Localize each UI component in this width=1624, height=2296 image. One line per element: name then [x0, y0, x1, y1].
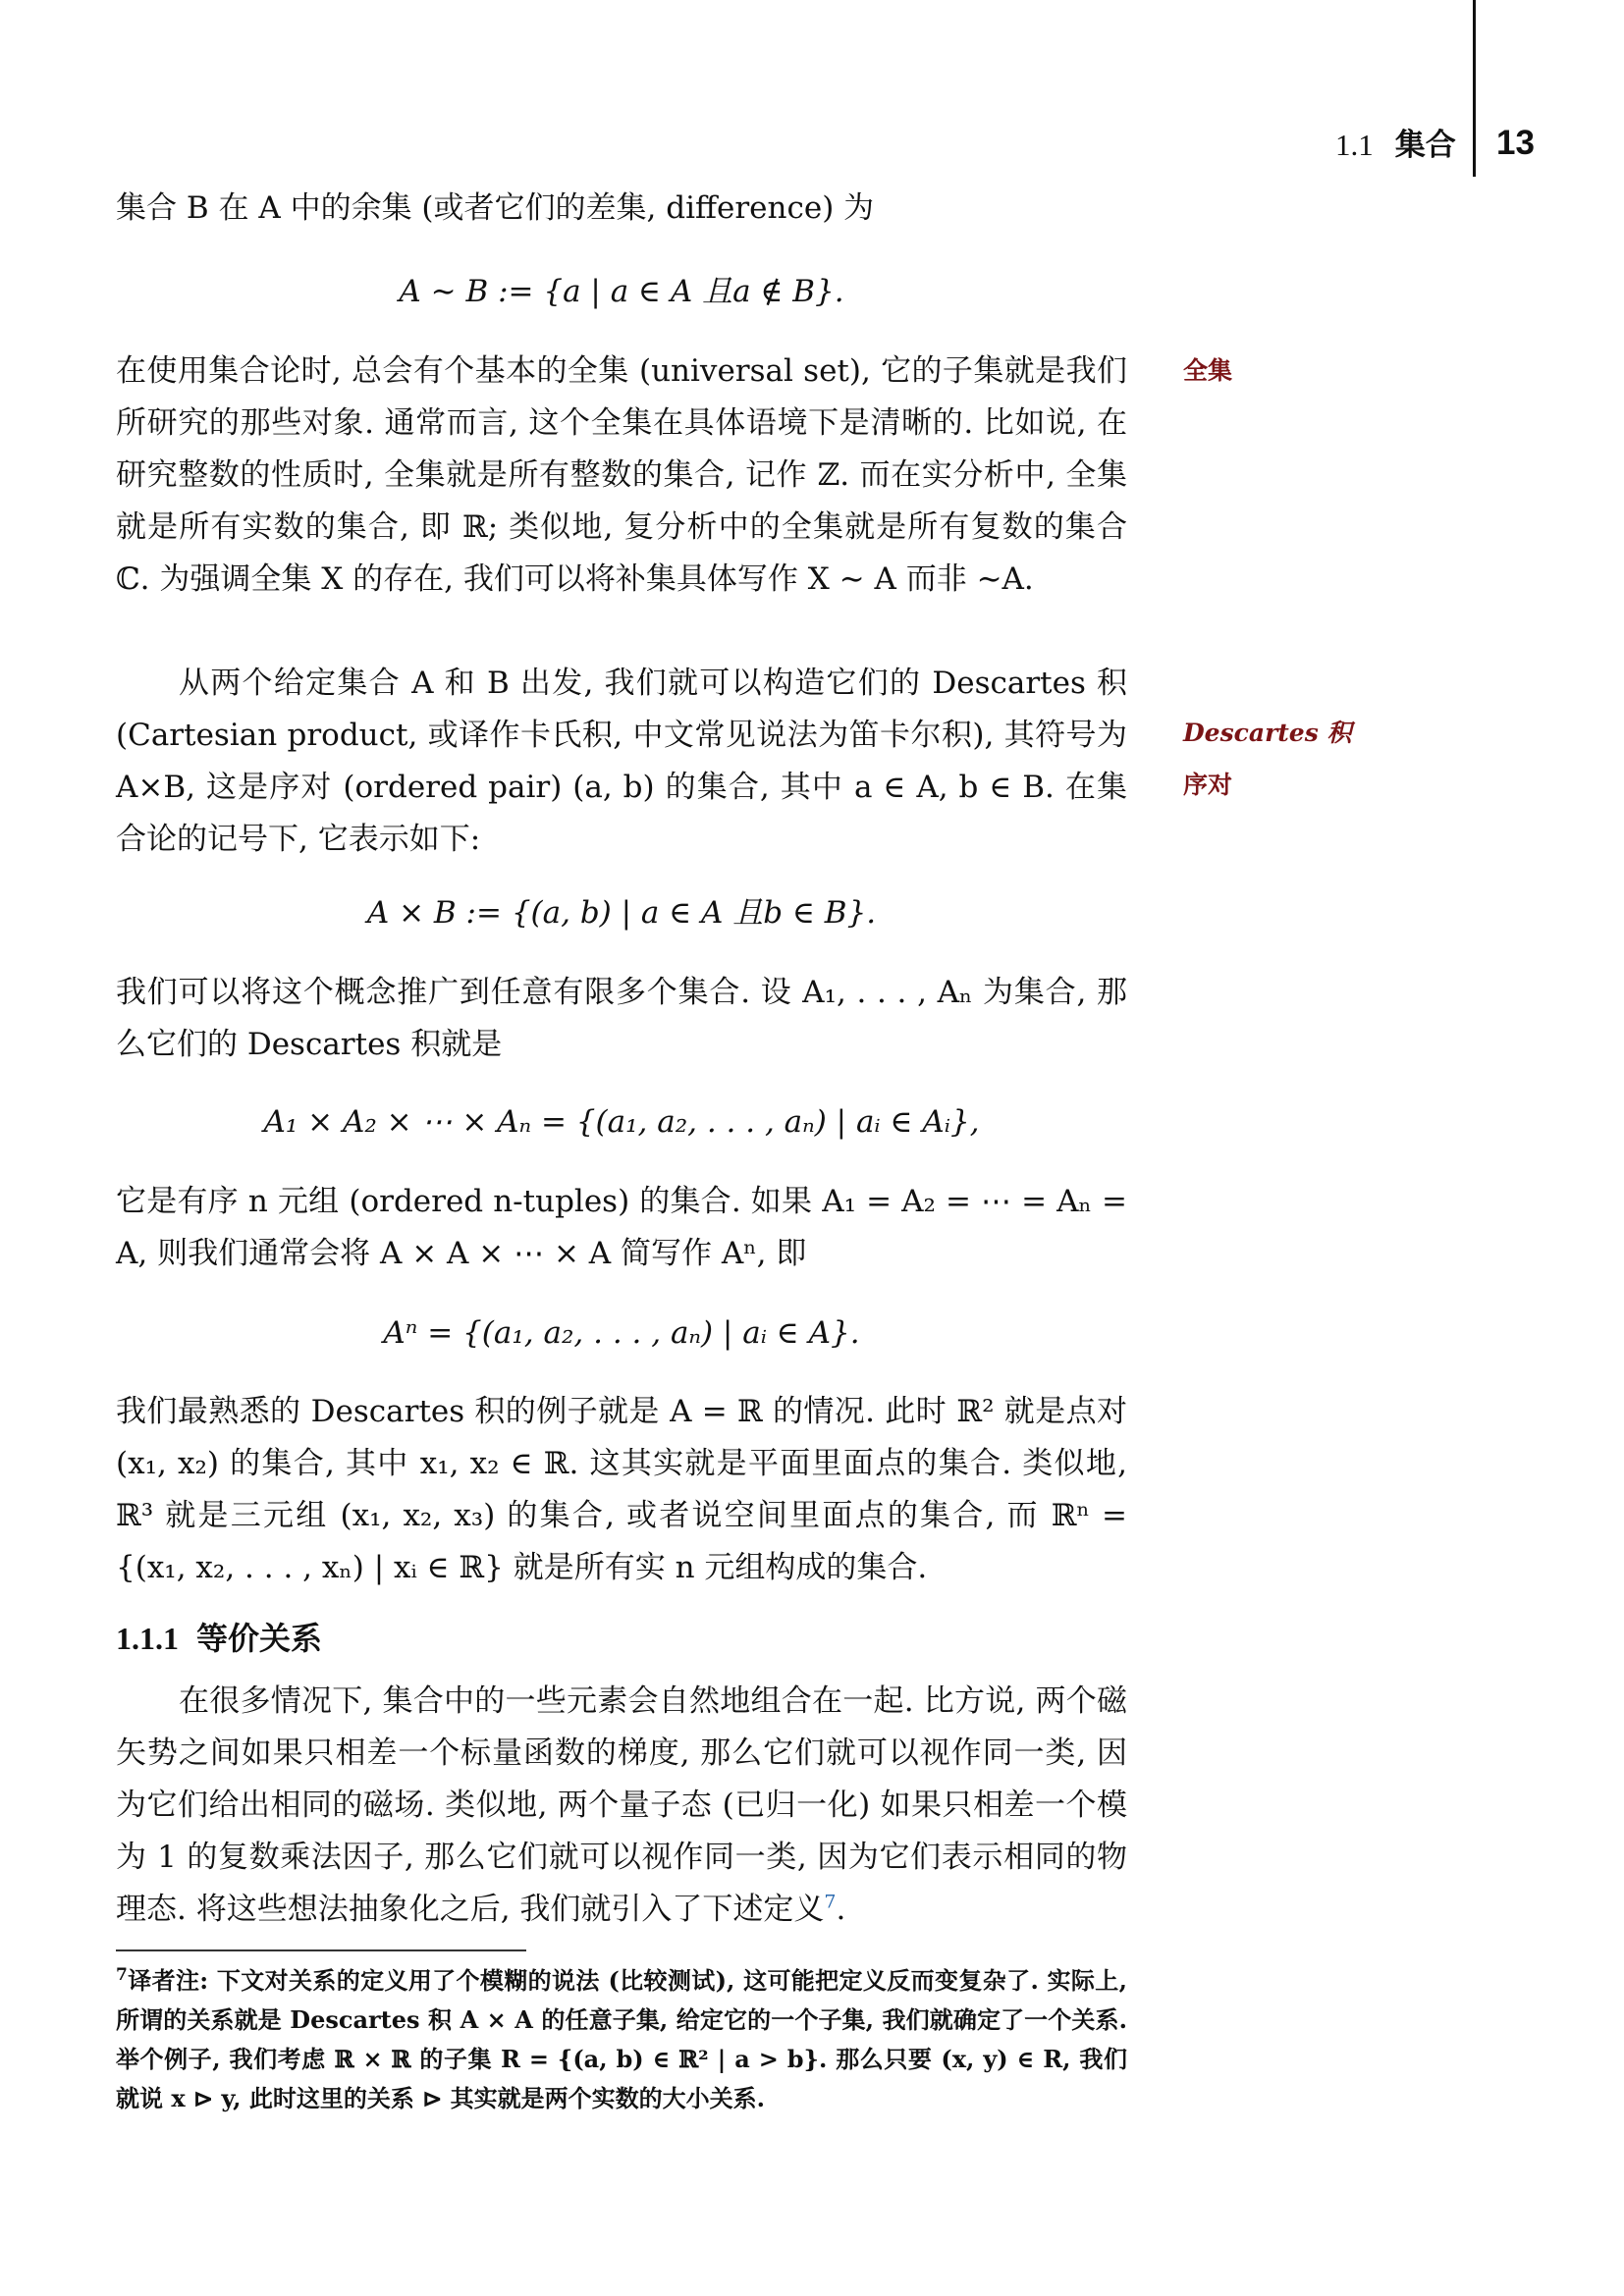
footnote-mark: 7	[116, 1965, 128, 1985]
subsection-title: 等价关系	[196, 1620, 323, 1657]
page-number: 13	[1496, 124, 1535, 162]
subsection-heading	[116, 1617, 322, 1660]
margin-note-descartes: Descartes 积	[1183, 719, 1352, 747]
footnote-reference-link[interactable]: 7	[824, 1891, 837, 1913]
subsection-number: 1.1.1	[116, 1621, 179, 1656]
paragraph-universal-set: 在使用集合论时, 总会有个基本的全集 (universal set), 它的子集就是我们所研究的那些对象. 通常而言, 这个全集在具体语境下是清晰的. 比如说, 在研究整数的性质时, 全集就是所有整数的集合, 记作 ℤ. 而在实分析中, 全集就是所有实数的集合, 即 ℝ; 类似地, 复分析中的全集就是所有复数的集合 ℂ. 为强调全集 X 的存在, 我们可以将补集具体写作 X ∼ A 而非 ∼A.	[116, 353, 1127, 597]
running-header	[1335, 126, 1456, 165]
margin-note-ordered-pair: 序对	[1183, 771, 1233, 799]
margin-note-universal-set: 全集	[1183, 356, 1233, 385]
footnote-text: 译者注: 下文对关系的定义用了个模糊的说法 (比较测试), 这可能把定义反而变复杂了. 实际上, 所谓的关系就是 Descartes 积 A × A 的任意子集, 给定它的一个子集, 我们就确定了一个关系. 举个例子, 我们考虑 ℝ × ℝ 的子集 R = {(a, b) ∈ ℝ² | a > b}. 那么只要 (x, y) ∈ R, 我们就说 x ⊳ y, 此时这里的关系 ⊳ 其实就是两个实数的大小关系.	[116, 1966, 1127, 2112]
paragraph-cartesian: 从两个给定集合 A 和 B 出发, 我们就可以构造它们的 Descartes 积 (Cartesian product, 或译作卡氏积, 中文常见说法为笛卡尔积), 其符号为 A×B, 这是序对 (ordered pair) (a, b) 的集合, 其中 a ∈ A, b ∈ B. 在集合论的记号下, 它表示如下:	[116, 666, 1127, 857]
paragraph-equivalence: 在很多情况下, 集合中的一些元素会自然地组合在一起. 比方说, 两个磁矢势之间如果只相差一个标量函数的梯度, 那么它们就可以视作同一类, 因为它们给出相同的磁场. 类似地, 两个量子态 (已归一化) 如果只相差一个模为 1 的复数乘法因子, 那么它们就可以视作同一类, 因为它们表示相同的物理态. 将这些想法抽象化之后, 我们就引入了下述定义$^7$.	[116, 1683, 1127, 1927]
footnote-rule	[116, 1949, 526, 1951]
equation-product: A × B := {(a, b) | a ∈ A 且b ∈ B}.	[366, 895, 877, 931]
paragraph-tuples: 它是有序 n 元组 (ordered n-tuples) 的集合. 如果 A₁ = A₂ = ⋯ = Aₙ = A, 则我们通常会将 A × A × ⋯ × A 简写作 Aⁿ, 即	[116, 1184, 1127, 1271]
paragraph-generalize: 我们可以将这个概念推广到任意有限多个集合. 设 A₁, . . . , Aₙ 为集合, 那么它们的 Descartes 积就是	[116, 975, 1127, 1062]
equation-power: Aⁿ = {(a₁, a₂, . . . , aₙ) | aᵢ ∈ A}.	[383, 1315, 860, 1351]
section-number: 1.1	[1335, 128, 1374, 162]
equation-difference: A ∼ B := {a | a ∈ A 且a ∉ B}.	[399, 274, 844, 309]
paragraph-real: 我们最熟悉的 Descartes 积的例子就是 A = ℝ 的情况. 此时 ℝ² 就是点对 (x₁, x₂) 的集合, 其中 x₁, x₂ ∈ ℝ. 这其实就是平面里面点的集合. 类似地, ℝ³ 就是三元组 (x₁, x₂, x₃) 的集合, 或者说空间里面点的集合, 而 ℝⁿ = {(x₁, x₂, . . . , xₙ) | xᵢ ∈ ℝ} 就是所有实 n 元组构成的集合.	[116, 1394, 1127, 1585]
header-rule	[1473, 0, 1476, 177]
footnote	[116, 1961, 1127, 2118]
intro-line: 集合 B 在 A 中的余集 (或者它们的差集, difference) 为	[116, 190, 875, 226]
equation-n-product: A₁ × A₂ × ⋯ × Aₙ = {(a₁, a₂, . . . , aₙ) | aᵢ ∈ Aᵢ},	[263, 1104, 980, 1140]
paragraph-equivalence-text: 在很多情况下, 集合中的一些元素会自然地组合在一起. 比方说, 两个磁矢势之间如果只相差一个标量函数的梯度, 那么它们就可以视作同一类, 因为它们给出相同的磁场. 类似地, 两个量子态 (已归一化) 如果只相差一个模为 1 的复数乘法因子, 那么它们就可以视作同一类, 因为它们表示相同的物理态. 将这些想法抽象化之后, 我们就引入了下述定义	[116, 1683, 1127, 1927]
section-title: 集合	[1394, 128, 1456, 163]
